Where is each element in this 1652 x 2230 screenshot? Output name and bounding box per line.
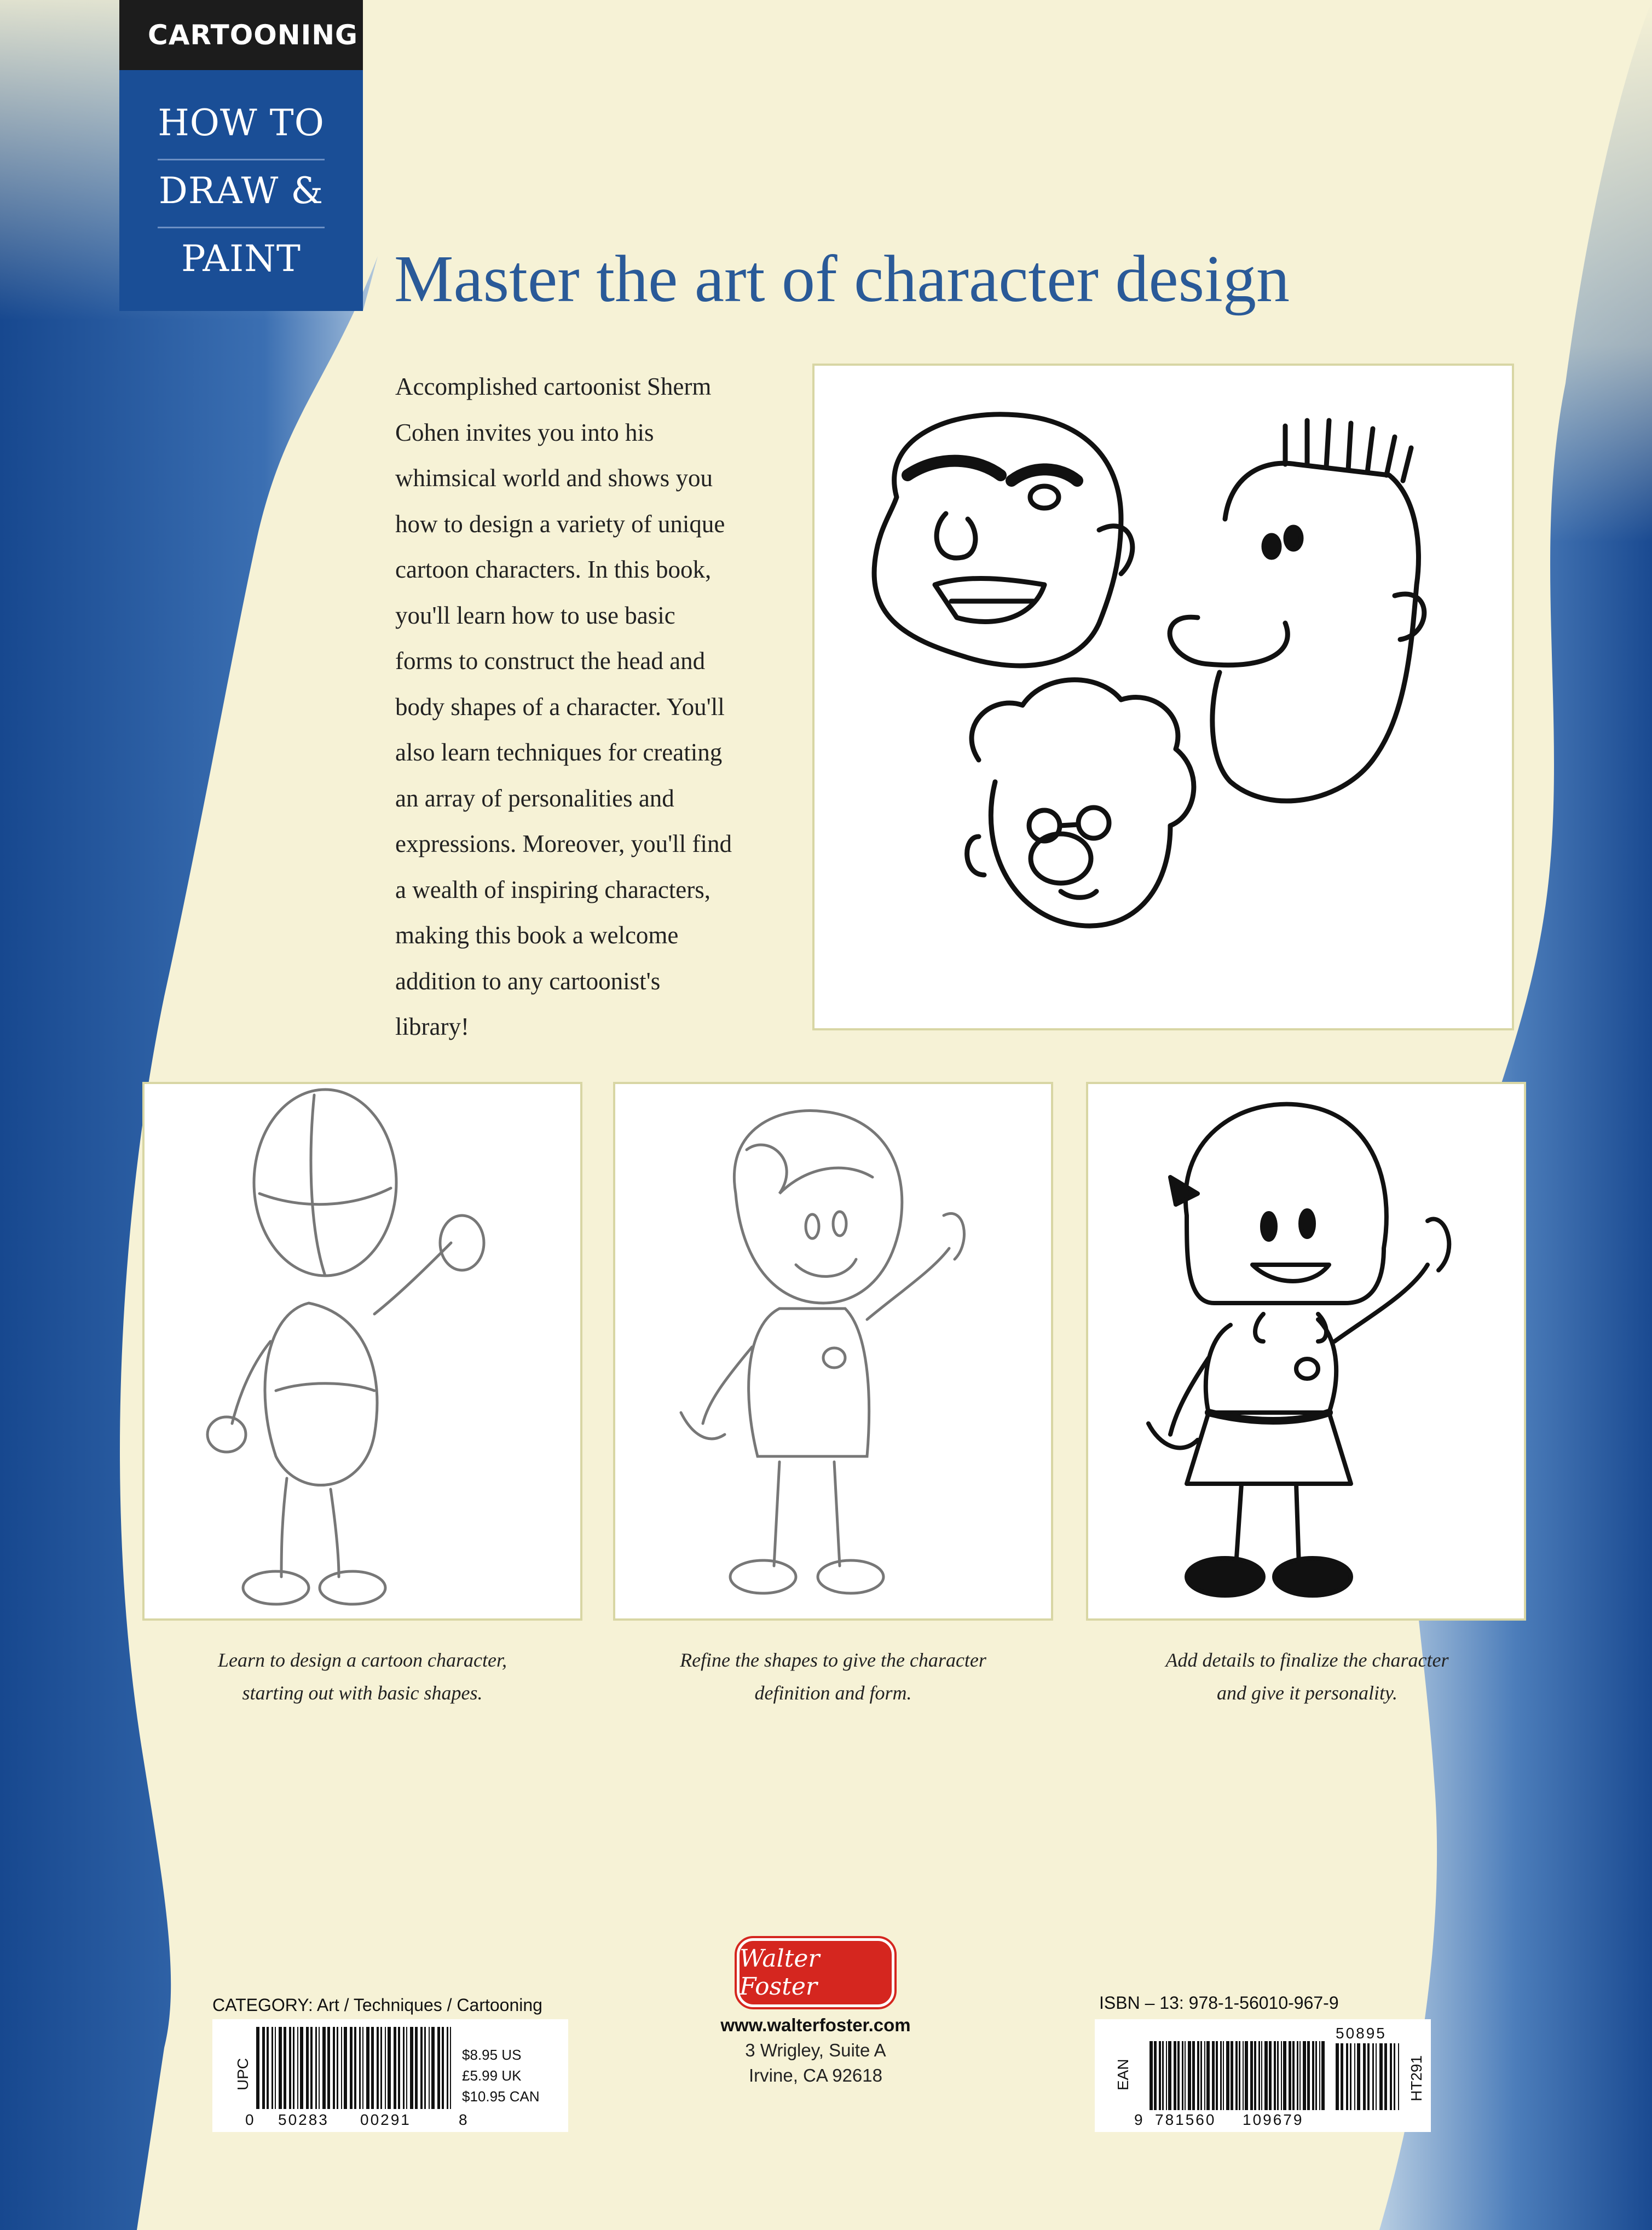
barcode-bar bbox=[410, 2027, 413, 2109]
barcode-bar bbox=[1277, 2041, 1279, 2110]
barcode-bar bbox=[1303, 2041, 1306, 2110]
barcode-bar bbox=[385, 2027, 386, 2109]
ean-supplement-barcode bbox=[1336, 2043, 1401, 2110]
upc-barcode bbox=[256, 2027, 453, 2109]
description-line: making this book a welcome bbox=[395, 921, 679, 949]
caption-line: Refine the shapes to give the character bbox=[680, 1649, 986, 1671]
step-1-caption bbox=[165, 1644, 559, 1709]
barcode-bar bbox=[1254, 2041, 1256, 2110]
barcode-bar bbox=[279, 2027, 282, 2109]
barcode-bar bbox=[1192, 2041, 1195, 2110]
series-title-line-2: DRAW & bbox=[158, 170, 324, 212]
barcode-bar bbox=[1292, 2041, 1295, 2110]
description-line: body shapes of a character. You'll bbox=[395, 693, 725, 721]
barcode-bar bbox=[1206, 2041, 1210, 2110]
upc-digits-right: 00291 bbox=[360, 2111, 411, 2128]
barcode-bar bbox=[1283, 2041, 1286, 2110]
caption-line: starting out with basic shapes. bbox=[242, 1682, 483, 1704]
caption-line: and give it personality. bbox=[1217, 1682, 1397, 1704]
barcode-bar bbox=[1289, 2041, 1291, 2110]
barcode-bar bbox=[398, 2027, 400, 2109]
step-2-caption bbox=[636, 1644, 1030, 1709]
barcode-bar bbox=[327, 2027, 330, 2109]
series-category-tab: CARTOONING bbox=[119, 0, 363, 70]
barcode-bar bbox=[1299, 2041, 1301, 2110]
barcode-bar bbox=[1274, 2041, 1276, 2110]
barcode-bar bbox=[1204, 2041, 1205, 2110]
description-text bbox=[395, 364, 800, 1050]
barcode-bar bbox=[1177, 2041, 1180, 2110]
ean-barcode bbox=[1150, 2041, 1325, 2110]
upc-digits-mid: 50283 bbox=[278, 2111, 329, 2128]
price-can: $10.95 CAN bbox=[462, 2088, 540, 2105]
publisher-url[interactable]: www.walterfoster.com bbox=[720, 2015, 911, 2035]
barcode-bar bbox=[1162, 2041, 1164, 2110]
series-title-line-1: HOW TO bbox=[158, 102, 325, 144]
description-line: addition to any cartoonist's bbox=[395, 967, 661, 995]
barcode-bar bbox=[1188, 2041, 1191, 2110]
barcode-bar bbox=[1319, 2041, 1320, 2110]
barcode-bar bbox=[1336, 2043, 1339, 2110]
series-title-line-3: PAINT bbox=[181, 238, 301, 280]
ean-label: EAN bbox=[1114, 2059, 1131, 2090]
barcode-bar bbox=[1376, 2043, 1377, 2110]
barcode-bar bbox=[1341, 2043, 1343, 2110]
ean-barcode-block bbox=[1095, 2019, 1431, 2132]
ean-supplement-digits: 50895 bbox=[1336, 2025, 1387, 2042]
description-line: whimsical world and shows you bbox=[395, 464, 713, 492]
barcode-bar bbox=[1258, 2041, 1260, 2110]
barcode-bar bbox=[1357, 2043, 1360, 2110]
barcode-bar bbox=[1307, 2041, 1310, 2110]
description-line: a wealth of inspiring characters, bbox=[395, 875, 711, 903]
cartoon-heads-illustration bbox=[812, 364, 1514, 1030]
barcode-bar bbox=[272, 2027, 273, 2109]
description-line: also learn techniques for creating bbox=[395, 739, 723, 766]
barcode-bar bbox=[429, 2027, 430, 2109]
barcode-bar bbox=[1226, 2041, 1229, 2110]
step-1-basic-shapes-sketch bbox=[142, 1082, 582, 1621]
caption-line: Learn to design a cartoon character, bbox=[218, 1649, 507, 1671]
tall-hair-guy-head-drawing bbox=[1170, 420, 1424, 801]
barcode-bar bbox=[256, 2027, 259, 2109]
barcode-bar bbox=[289, 2027, 291, 2109]
barcode-bar bbox=[437, 2027, 440, 2109]
description-line: forms to construct the head and bbox=[395, 647, 706, 675]
barcode-bar bbox=[388, 2027, 391, 2109]
step-2-refined-sketch bbox=[613, 1082, 1053, 1621]
barcode-bar bbox=[275, 2027, 276, 2109]
barcode-bar bbox=[359, 2027, 361, 2109]
barcode-bar bbox=[450, 2027, 451, 2109]
description-line: cartoon characters. In this book, bbox=[395, 556, 712, 583]
barcode-bar bbox=[354, 2027, 356, 2109]
barcode-bar bbox=[1350, 2043, 1351, 2110]
barcode-bar bbox=[420, 2027, 423, 2109]
publisher-address-line-1: 3 Wrigley, Suite A bbox=[745, 2040, 886, 2060]
barcode-bar bbox=[377, 2027, 379, 2109]
publisher-logo: Walter Foster bbox=[737, 1938, 894, 2007]
step-3-caption bbox=[1110, 1644, 1504, 1709]
barcode-bar bbox=[1354, 2043, 1355, 2110]
product-code: HT291 bbox=[1408, 2055, 1425, 2101]
ean-lead-digit: 9 bbox=[1134, 2111, 1145, 2128]
upc-label: UPC bbox=[234, 2058, 251, 2090]
upc-digit-left: 0 bbox=[245, 2111, 256, 2128]
barcode-bar bbox=[293, 2027, 294, 2109]
description-line: an array of personalities and bbox=[395, 784, 674, 812]
isbn-label: ISBN – 13: 978-1-56010-967-9 bbox=[1099, 1993, 1339, 2013]
barcode-bar bbox=[1174, 2041, 1176, 2110]
barcode-bar bbox=[1321, 2041, 1325, 2110]
barcode-bar bbox=[1239, 2041, 1240, 2110]
barcode-bar bbox=[1235, 2041, 1238, 2110]
barcode-bar bbox=[415, 2027, 418, 2109]
barcode-bar bbox=[1154, 2041, 1157, 2110]
barcode-bar bbox=[1200, 2041, 1202, 2110]
category-label: CATEGORY: Art / Techniques / Cartooning bbox=[212, 1995, 542, 2015]
barcode-bar bbox=[1245, 2041, 1248, 2110]
barcode-bar bbox=[1220, 2041, 1222, 2110]
barcode-bar bbox=[1269, 2041, 1272, 2110]
barcode-bar bbox=[403, 2027, 405, 2109]
barcode-bar bbox=[1379, 2043, 1383, 2110]
barcode-bar bbox=[350, 2027, 353, 2109]
barcode-bar bbox=[1394, 2043, 1395, 2110]
caption-line: Add details to finalize the character bbox=[1165, 1649, 1449, 1671]
barcode-bar bbox=[1231, 2041, 1233, 2110]
step-3-finished-character bbox=[1086, 1082, 1526, 1621]
barcode-bar bbox=[337, 2027, 338, 2109]
upc-check-digit: 8 bbox=[459, 2111, 469, 2128]
caption-line: definition and form. bbox=[754, 1682, 912, 1704]
barcode-bar bbox=[319, 2027, 320, 2109]
barcode-bar bbox=[1297, 2041, 1298, 2110]
series-title-block bbox=[119, 70, 363, 311]
barcode-bar bbox=[1312, 2041, 1314, 2110]
description-line: Cohen invites you into his bbox=[395, 418, 654, 446]
barcode-bar bbox=[380, 2027, 382, 2109]
barcode-bar bbox=[1197, 2041, 1199, 2110]
description-line: expressions. Moreover, you'll find bbox=[395, 830, 732, 857]
price-uk: £5.99 UK bbox=[462, 2067, 522, 2084]
barcode-bar bbox=[362, 2027, 363, 2109]
barcode-bar bbox=[284, 2027, 286, 2109]
barcode-bar bbox=[1315, 2041, 1317, 2110]
description-line: Accomplished cartoonist Sherm bbox=[395, 373, 712, 400]
ean-digits-left: 781560 bbox=[1155, 2111, 1216, 2128]
series-divider bbox=[158, 159, 325, 160]
barcode-bar bbox=[1261, 2041, 1262, 2110]
barcode-bar bbox=[1223, 2041, 1224, 2110]
barcode-bar bbox=[1159, 2041, 1161, 2110]
barcode-bar bbox=[310, 2027, 313, 2109]
barcode-bar bbox=[1243, 2041, 1244, 2110]
barcode-bar bbox=[306, 2027, 309, 2109]
barcode-bar bbox=[1264, 2041, 1268, 2110]
barcode-bar bbox=[1281, 2041, 1282, 2110]
barcode-bar bbox=[315, 2027, 317, 2109]
barcode-bar bbox=[1367, 2043, 1370, 2110]
barcode-bar bbox=[447, 2027, 448, 2109]
barcode-bar bbox=[1363, 2043, 1366, 2110]
barcode-bar bbox=[1346, 2043, 1348, 2110]
upc-barcode-block bbox=[212, 2019, 568, 2132]
barcode-bar bbox=[1398, 2043, 1399, 2110]
barcode-bar bbox=[406, 2027, 407, 2109]
price-us: $8.95 US bbox=[462, 2047, 522, 2063]
barcode-bar bbox=[1166, 2041, 1167, 2110]
barcode-bar bbox=[1185, 2041, 1186, 2110]
grandma-head-drawing bbox=[967, 680, 1194, 926]
barcode-bar bbox=[1150, 2041, 1153, 2110]
description-line: how to design a variety of unique bbox=[395, 510, 725, 538]
barcode-bar bbox=[1390, 2043, 1392, 2110]
barcode-bar bbox=[341, 2027, 342, 2109]
description-line: you'll learn how to use basic bbox=[395, 601, 675, 629]
barcode-bar bbox=[394, 2027, 396, 2109]
barcode-bar bbox=[371, 2027, 374, 2109]
ean-digits-right: 109679 bbox=[1243, 2111, 1304, 2128]
barcode-bar bbox=[262, 2027, 265, 2109]
barcode-bar bbox=[1372, 2043, 1374, 2110]
barcode-bar bbox=[1216, 2041, 1218, 2110]
barcode-bar bbox=[267, 2027, 269, 2109]
barcode-bar bbox=[300, 2027, 303, 2109]
barcode-bar bbox=[297, 2027, 298, 2109]
barcode-bar bbox=[366, 2027, 369, 2109]
publisher-address-line-2: Irvine, CA 92618 bbox=[749, 2065, 882, 2085]
headline: Master the art of character design bbox=[394, 242, 1290, 316]
barcode-bar bbox=[344, 2027, 347, 2109]
barcode-bar bbox=[431, 2027, 435, 2109]
tough-guy-head-drawing bbox=[874, 414, 1133, 666]
barcode-bar bbox=[1168, 2041, 1171, 2110]
barcode-bar bbox=[442, 2027, 444, 2109]
series-divider bbox=[158, 227, 325, 228]
description-line: library! bbox=[395, 1013, 469, 1040]
barcode-bar bbox=[1182, 2041, 1183, 2110]
barcode-bar bbox=[1384, 2043, 1387, 2110]
barcode-bar bbox=[1212, 2041, 1215, 2110]
barcode-bar bbox=[333, 2027, 335, 2109]
barcode-bar bbox=[322, 2027, 326, 2109]
barcode-bar bbox=[1250, 2041, 1253, 2110]
barcode-bar bbox=[424, 2027, 426, 2109]
